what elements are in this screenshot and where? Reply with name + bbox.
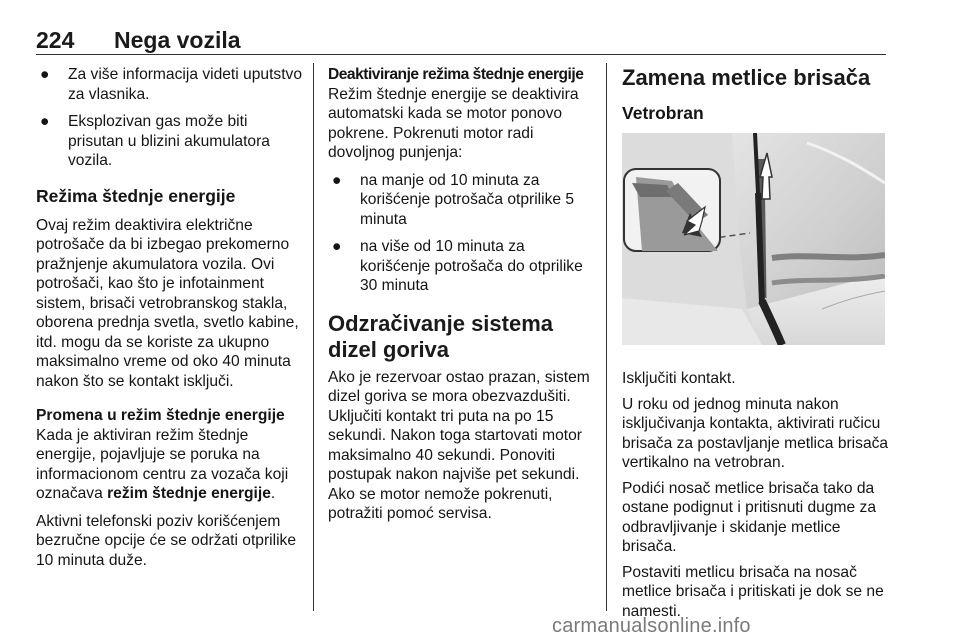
section-title: Nega vozila [114, 27, 241, 53]
bullet-text: Eksplozivan gas može biti prisutan u blizini akumulatora vozila. [68, 113, 270, 169]
paragraph: Podići nosač metlice brisača tako da ostane podignut i pritisnuti dugme za odbravljivanje i skidanje metlice brisača. [622, 479, 876, 555]
heading-energy-saving: Režima štednje energije [36, 185, 236, 206]
bullet-icon: ● [40, 66, 50, 83]
wiper-blade-illustration [622, 133, 885, 345]
header-rule [36, 54, 886, 55]
bullet-icon: ● [40, 113, 50, 130]
column-1 [36, 65, 304, 570]
subheading-energy-saving-mode: Promena u režim štednje energije [36, 407, 285, 424]
paragraph: Ako je rezervoar ostao prazan, sistem dizel goriva se mora obezvazdušiti. Uključiti kontakt tri puta na po 15 sekundi. Nakon toga startovati motor maksimalno 40 sekundi. Ponoviti postupak nakon najviše pet sekundi. Ako se motor nemože pokrenuti, potražiti pomoć servisa. [328, 368, 590, 522]
paragraph: Kada je aktiviran režim štednje energije, pojavljuje se poruka na informacionom centru za vozača koji označava režim štednje energije. [36, 426, 289, 502]
bullet-icon: ● [332, 238, 342, 255]
page-number: 224 [36, 27, 75, 53]
paragraph: Isključiti kontakt. [622, 370, 736, 387]
bullet-icon: ● [332, 171, 342, 189]
bullet-text: Za više informacija videti uputstvo za vlasnika. [68, 66, 303, 103]
heading-wiper-blade: Zamena metlice brisača [622, 65, 871, 90]
paragraph: Režim štednje energije se deaktivira automatski kada se motor ponovo pokrene. Pokrenuti motor radi dovoljnog punjenja: [328, 85, 579, 161]
bullet-text: na manje od 10 minuta za korišćenje potrošača otprilike 5 minuta [360, 171, 575, 228]
list-item [328, 171, 596, 230]
column-divider-2 [606, 63, 607, 611]
list-item [36, 65, 304, 104]
paragraph: Aktivni telefonski poziv korišćenjem bezručne opcije će se održati otprilike 10 minuta duže. [36, 512, 297, 569]
list-item [36, 112, 304, 171]
column-divider-1 [313, 63, 314, 611]
paragraph: Postaviti metlicu brisača na nosač metlice brisača i pritiskati je dok se ne namesti. [622, 563, 884, 620]
subheading-deactivation: Deaktiviranje režima štednje energije [328, 66, 584, 83]
heading-fuel-bleeding: Odzračivanje sistema dizel goriva [328, 310, 554, 362]
column-2 [328, 65, 596, 524]
bullet-text: na više od 10 minuta za korišćenje potrošača do otprilike 30 minuta [360, 238, 583, 294]
paragraph: U roku od jednog minuta nakon isključivanja kontakta, aktivirati ručicu brisača za postavljanje metlica brisača vertikalno na vetrobran. [622, 395, 889, 471]
subheading-windscreen: Vetrobran [622, 103, 704, 123]
list-item [328, 237, 596, 296]
watermark: carmanualsonline.info [552, 615, 751, 637]
paragraph: Ovaj režim deaktivira električne potrošače da bi izbegao prekomerno pražnjenje akumulatora vozila. Ovi potrošači, kao što je infotainment sistem, brisači vetrobranskog stakla, oborena prednja svetla, svetlo kabine, itd. mogu da se koriste za ukupno maksimalno vreme od oko 40 minuta nakon što se kontakt isključi. [36, 216, 299, 390]
bold-term: režim štednje energije [107, 485, 271, 502]
